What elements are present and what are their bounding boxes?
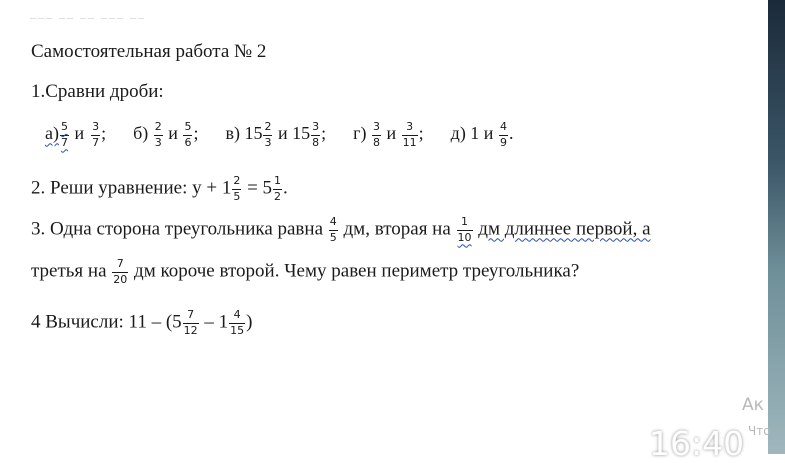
fraction: $\frac{4}{5}$ bbox=[329, 215, 337, 244]
task4-expression: 4 Вычисли: 11 – (5 $\frac{7}{12}$ – 1 $\frac{4}{15}$ ) bbox=[31, 308, 253, 337]
option-a: а) $\frac{5}{7}$ и $\frac{3}{7}$ ; bbox=[45, 120, 107, 149]
fraction: $\frac{3}{8}$ bbox=[312, 120, 320, 149]
task3-line1: 3. Одна сторона треугольника равна $\frac{4}{5}$ дм, вторая на $\frac{1}{10}$ дм длиннее первой, а bbox=[31, 215, 651, 244]
fraction: $\frac{2}{5}$ bbox=[233, 174, 241, 203]
fraction: $\frac{1}{10}$ bbox=[457, 215, 472, 244]
fraction: $\frac{5}{6}$ bbox=[184, 120, 192, 149]
task3-line2: третья на $\frac{7}{20}$ дм короче второй. Чему равен периметр треугольника? bbox=[31, 257, 580, 286]
task2-equation: 2. Реши уравнение: у + 1 $\frac{2}{5}$ = 5 $\frac{1}{2}$ . bbox=[31, 174, 288, 203]
task1-label: 1.Сравни дроби: bbox=[31, 81, 164, 102]
fraction: $\frac{7}{20}$ bbox=[113, 257, 128, 286]
task1-options bbox=[45, 121, 513, 149]
option-b: б) $\frac{2}{3}$ и $\frac{5}{6}$ ; bbox=[133, 120, 199, 149]
option-a-prefix: а) bbox=[45, 123, 59, 144]
clock-overlay: 16:40 bbox=[649, 424, 745, 463]
header-ghost-text: ___ __ __ ___ __ bbox=[30, 6, 146, 20]
fraction: $\frac{2}{3}$ bbox=[264, 120, 272, 149]
option-v: в) 15 $\frac{2}{3}$ и 15 $\frac{3}{8}$ ; bbox=[225, 120, 327, 149]
fraction: $\frac{3}{7}$ bbox=[92, 120, 100, 149]
fraction: $\frac{4}{9}$ bbox=[499, 120, 507, 149]
desktop-wallpaper-strip bbox=[768, 0, 785, 454]
fraction: $\frac{7}{12}$ bbox=[183, 308, 198, 337]
activation-watermark-title: Ак bbox=[742, 395, 764, 415]
option-g: г) $\frac{3}{8}$ и $\frac{3}{11}$ ; bbox=[353, 120, 424, 149]
fraction: $\frac{3}{8}$ bbox=[373, 120, 380, 149]
fraction: $\frac{1}{2}$ bbox=[274, 174, 282, 203]
activation-watermark-text: Что bbox=[748, 424, 771, 438]
page-title: Самостоятельная работа № 2 bbox=[31, 41, 267, 62]
fraction: $\frac{4}{15}$ bbox=[230, 308, 245, 337]
option-d: д) 1 и $\frac{4}{9}$ . bbox=[450, 120, 514, 149]
fraction: $\frac{3}{11}$ bbox=[402, 120, 417, 149]
fraction: $\frac{5}{7}$ bbox=[60, 120, 68, 149]
fraction: $\frac{2}{3}$ bbox=[154, 120, 162, 149]
